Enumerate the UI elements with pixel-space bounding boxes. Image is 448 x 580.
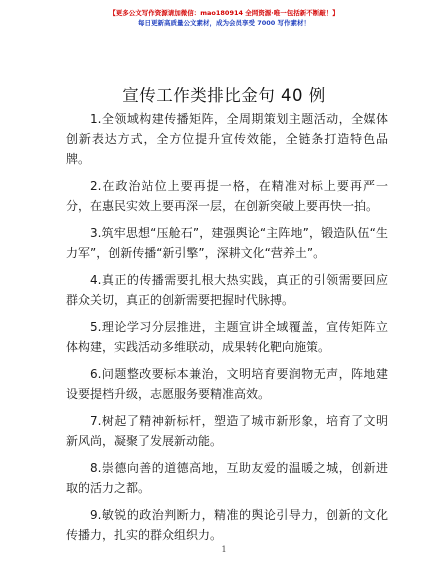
list-item: 8.崇德向善的道德高地，互助友爱的温暖之城，创新进取的活力之都。 — [66, 461, 388, 495]
document-body — [66, 109, 388, 552]
list-item: 1.全领域构建传播矩阵，全周期策划主题活动，全媒体创新表达方式，全方位提升宣传效能，全链条打造特色品牌。 — [66, 112, 388, 166]
banner-update-line: 每日更新高质量公文素材，成为会员享受 7000 写作素材！ — [137, 19, 311, 27]
list-item: 5.理论学习分层推进，主题宣讲全域覆盖，宣传矩阵立体构建，实践活动多维联动，成果转化靶向施策。 — [66, 320, 388, 354]
list-item: 6.问题整改要标本兼治，文明培育要润物无声，阵地建设要提档升级，志愿服务要精准高效。 — [66, 367, 388, 401]
list-item: 3.筑牢思想“压舱石”，建强舆论“主阵地”，锻造队伍“生力军”，创新传播“新引擎”，深耕文化“营养土”。 — [66, 226, 388, 260]
header-banner — [0, 8, 448, 28]
list-item: 4.真正的传播需要扎根大热实践，真正的引领需要回应群众关切，真正的创新需要把握时代脉搏。 — [66, 273, 388, 307]
list-item: 9.敏锐的政治判断力，精准的舆论引导力，创新的文化传播力，扎实的群众组织力。 — [66, 508, 388, 542]
page-number: 1 — [221, 545, 227, 554]
banner-promo-line: 【更多公文写作资源请加微信：mao180914 全网资源·唯一包括新不断敲！】 — [109, 9, 339, 17]
list-item: 2.在政治站位上要再提一格，在精准对标上要再严一分，在惠民实效上要再深一层，在创新突破上要再快一拍。 — [66, 179, 388, 213]
list-item: 7.树起了精神新标杆，塑造了城市新形象，培育了文明新风尚，凝聚了发展新动能。 — [66, 414, 388, 448]
document-title: 宣传工作类排比金句 40 例 — [122, 86, 326, 105]
